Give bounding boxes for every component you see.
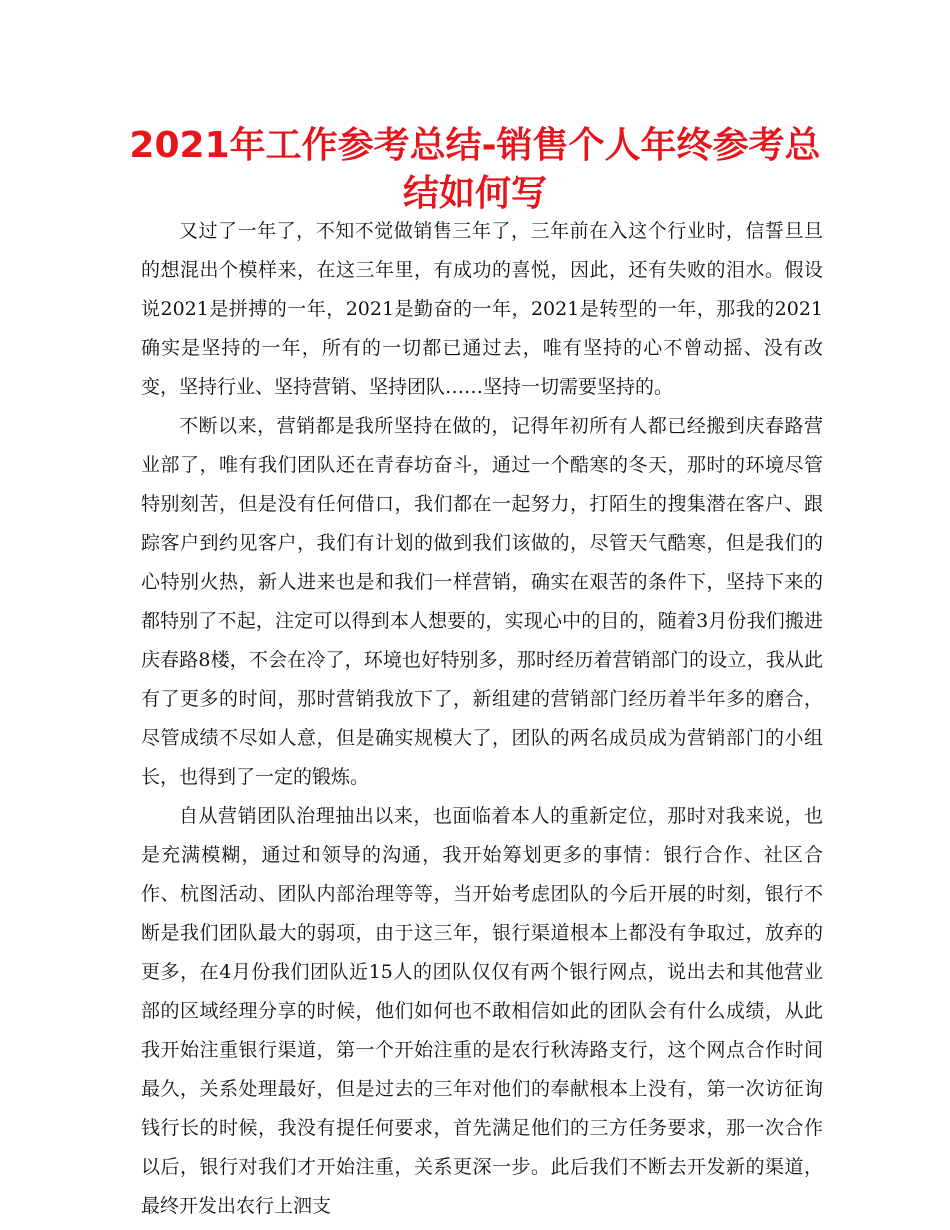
paragraph-2: 不断以来，营销都是我所坚持在做的，记得年初所有人都已经搬到庆春路营业部了，唯有我们团队还在青春坊奋斗，通过一个酷寒的冬天，那时的环境尽管特别刻苦，但是没有任何借口，我们都在一起努力，打陌生的搜集潜在客户、跟踪客户到约见客户，我们有计划的做到我们该做的，尽管天气酷寒，但是我们的心特别火热，新人进来也是和我们一样营销，确实在艰苦的条件下，坚持下来的都特别了不起，注定可以得到本人想要的，实现心中的目的，随着3月份我们搬进庆春路8楼，不会在冷了，环境也好特别多，那时经历着营销部门的设立，我从此有了更多的时间，那时营销我放下了，新组建的营销部门经历着半年多的磨合，尽管成绩不尽如人意，但是确实规模大了，团队的两名成员成为营销部门的小组长，也得到了一定的锻炼。 (141, 415, 823, 788)
paragraph-1: 又过了一年了，不知不觉做销售三年了，三年前在入这个行业时，信誓旦旦的想混出个模样来，在这三年里，有成功的喜悦，因此，还有失败的泪水。假设说2021是拼搏的一年，2021是勤奋的一年，2021是转型的一年，那我的2021确实是坚持的一年，所有的一切都已通过去，唯有坚持的心不曾动摇、没有改变，坚持行业、坚持营销、坚持团队……坚持一切需要坚持的。 (141, 220, 823, 398)
paragraph-3: 自从营销团队治理抽出以来，也面临着本人的重新定位，那时对我来说，也是充满模糊，通过和领导的沟通，我开始筹划更多的事情：银行合作、社区合作、杭图活动、团队内部治理等等，当开始考虑团队的今后开展的时刻，银行不断是我们团队最大的弱项，由于这三年，银行渠道根本上都没有争取过，放弃的更多，在4月份我们团队近15人的团队仅仅有两个银行网点，说出去和其他营业部的区域经理分享的时候，他们如何也不敢相信如此的团队会有什么成绩，从此我开始注重银行渠道，第一个开始注重的是农行秋涛路支行，这个网点合作时间最久，关系处理最好，但是过去的三年对他们的奉献根本上没有，第一次访征询钱行长的时候，我没有提任何要求，首先满足他们的三方任务要求，那一次合作以后，银行对我们才开始注重，关系更深一步。此后我们不断去开发新的渠道，最终开发出农行上泗支 (141, 805, 823, 1217)
document-body (141, 212, 823, 1226)
document-title: 2021年工作参考总结-销售个人年终参考总结如何写 (129, 125, 821, 214)
